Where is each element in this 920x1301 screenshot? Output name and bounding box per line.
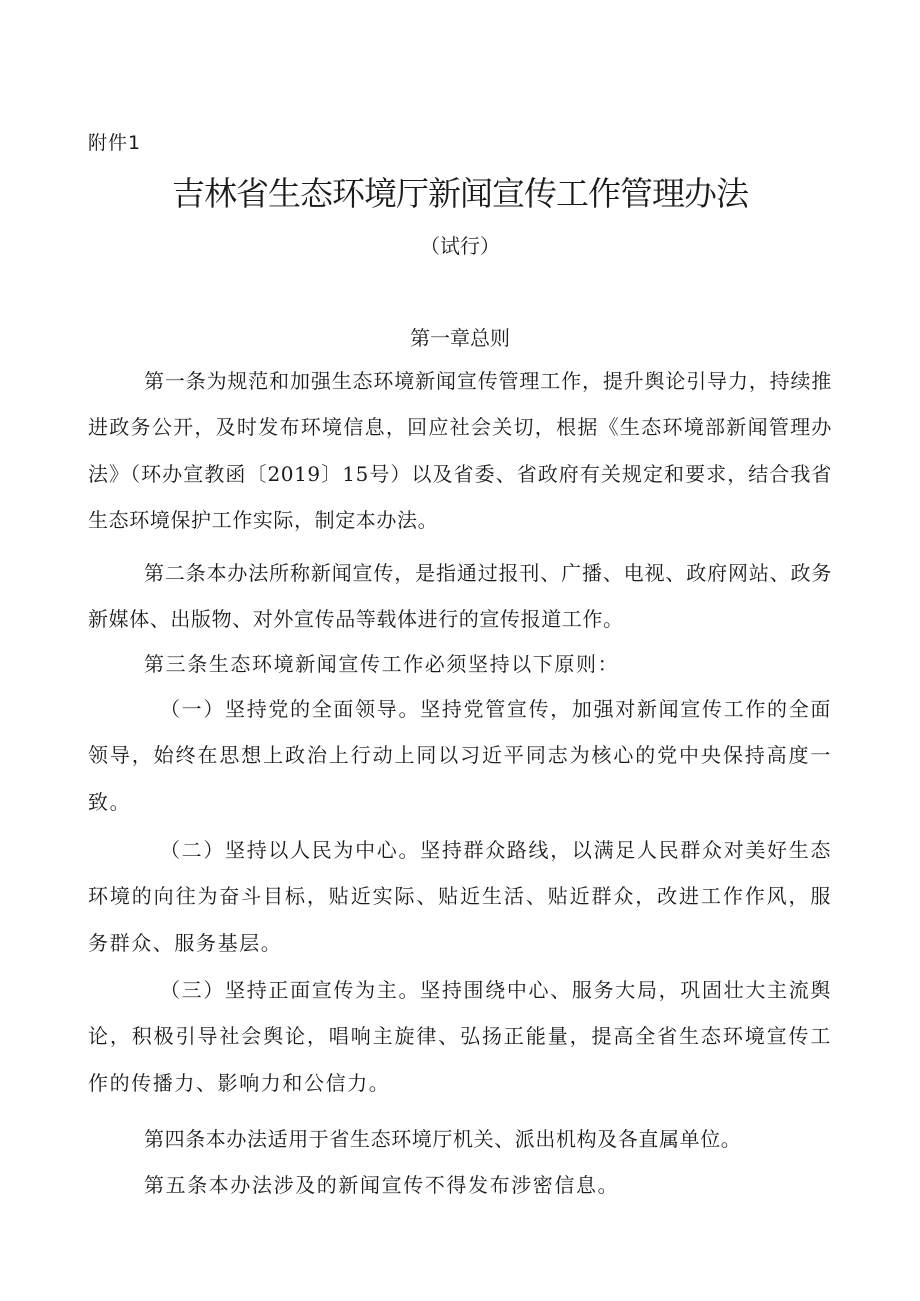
article-5-paragraph: 第五条本办法涉及的新闻宣传不得发布涉密信息。: [144, 1173, 620, 1197]
principle-3-paragraph: （三）坚持正面宣传为主。坚持围绕中心、服务大局，巩固壮大主流舆论，积极引导社会舆论，唱响主旋律、弘扬正能量，提高全省生态环境宣传工作的传播力、影响力和公信力。: [88, 978, 832, 1095]
principle-1-paragraph: （一）坚持党的全面领导。坚持党管宣传，加强对新闻宣传工作的全面领导，始终在思想上政治上行动上同以习近平同志为核心的党中央保持高度一致。: [88, 697, 832, 814]
principle-2-paragraph: （二）坚持以人民为中心。坚持群众路线，以满足人民群众对美好生态环境的向往为奋斗目标，贴近实际、贴近生活、贴近群众，改进工作作风，服务群众、服务基层。: [88, 838, 832, 955]
article-1-paragraph: 第一条为规范和加强生态环境新闻宣传管理工作，提升舆论引导力，持续推进政务公开，及时发布环境信息，回应社会关切，根据《生态环境部新闻管理办法》（环办宣教函〔2019〕15号）以及省委、省政府有关规定和要求，结合我省生态环境保护工作实际，制定本办法。: [88, 369, 832, 532]
chapter-heading: 第一章总则: [410, 326, 510, 350]
attachment-label: 附件1: [88, 132, 142, 154]
document-title: 吉林省生态环境厅新闻宣传工作管理办法: [172, 174, 748, 213]
document-subtitle: （试行）: [420, 234, 500, 258]
article-3-paragraph: 第三条生态环境新闻宣传工作必须坚持以下原则：: [144, 652, 620, 676]
article-2-paragraph: 第二条本办法所称新闻宣传，是指通过报刊、广播、电视、政府网站、政务新媒体、出版物、对外宣传品等载体进行的宣传报道工作。: [88, 561, 832, 632]
article-4-paragraph: 第四条本办法适用于省生态环境厅机关、派出机构及各直属单位。: [144, 1127, 742, 1151]
